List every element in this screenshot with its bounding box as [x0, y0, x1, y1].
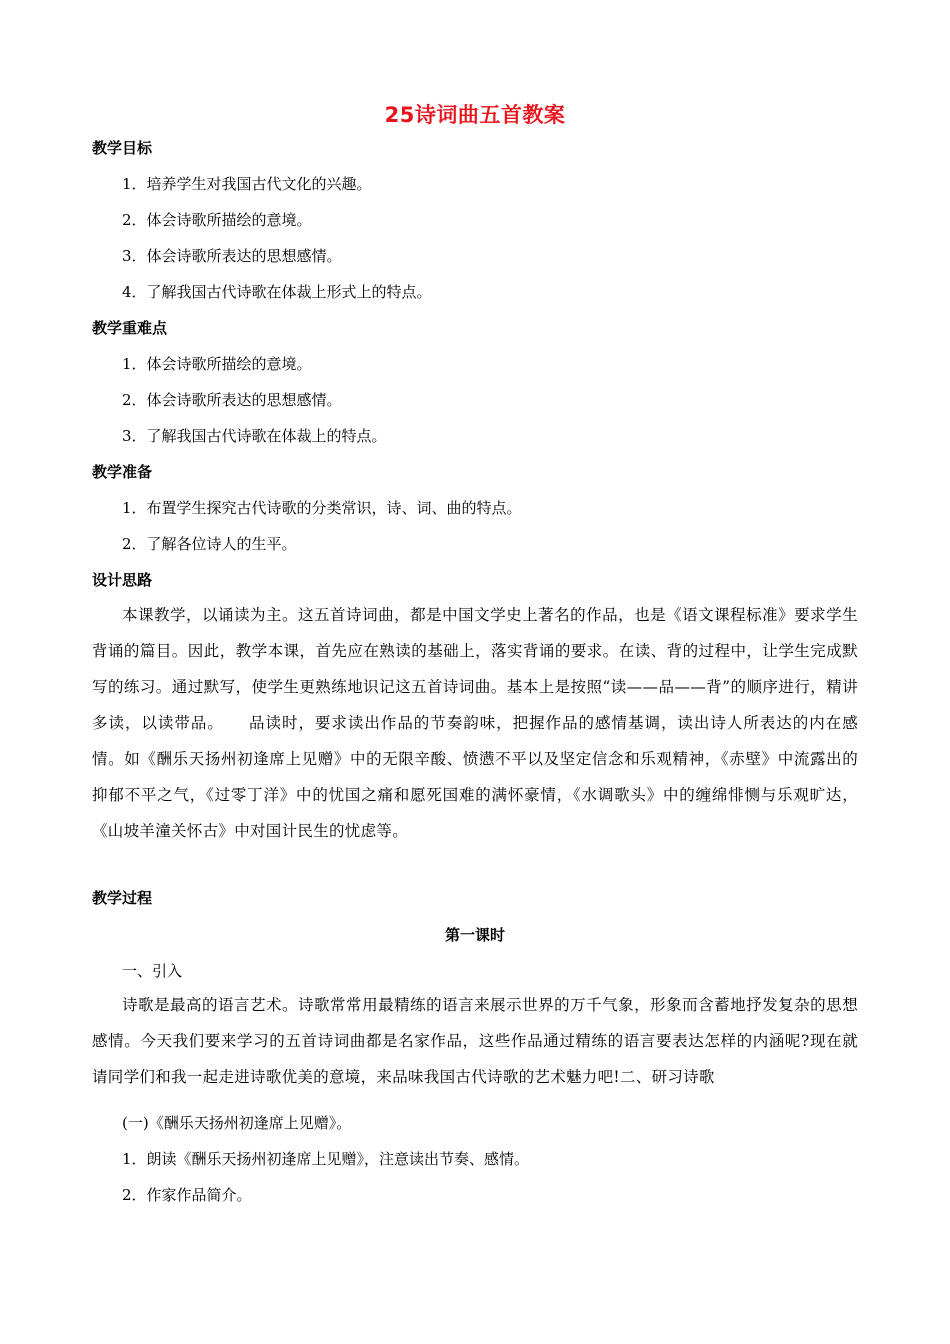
section-heading-design: 设计思路 [92, 571, 153, 589]
preparation-item: 2．了解各位诗人的生平。 [122, 535, 297, 553]
goal-item: 4．了解我国古代诗歌在体裁上形式上的特点。 [122, 283, 432, 301]
goal-item: 2．体会诗歌所描绘的意境。 [122, 211, 312, 229]
key-point-item: 2．体会诗歌所表达的思想感情。 [122, 391, 342, 409]
process-step: 1．朗读《酬乐天扬州初逢席上见赠》，注意读出节奏、感情。 [122, 1150, 530, 1168]
intro-paragraph: 诗歌是最高的语言艺术。诗歌常常用最精练的语言来展示世界的万千气象，形象而含蓄地抒发复杂的思想感情。今天我们要来学习的五首诗词曲都是名家作品，这些作品通过精练的语言要表达怎样的内涵呢?现在就请同学们和我一起走进诗歌优美的意境，来品味我国古代诗歌的艺术魅力吧!二、研习诗歌 [92, 996, 858, 1086]
section-heading-goals: 教学目标 [92, 139, 153, 157]
section-heading-process: 教学过程 [92, 889, 153, 907]
process-step: 2．作家作品简介。 [122, 1186, 252, 1204]
goal-item: 3．体会诗歌所表达的思想感情。 [122, 247, 342, 265]
key-point-item: 3．了解我国古代诗歌在体裁上的特点。 [122, 427, 387, 445]
lesson-title: 第一课时 [444, 926, 505, 944]
key-point-item: 1．体会诗歌所描绘的意境。 [122, 355, 312, 373]
section-heading-key-points: 教学重难点 [92, 319, 168, 337]
document-title: 25诗词曲五首教案 [384, 103, 566, 127]
section-heading-preparation: 教学准备 [92, 463, 153, 481]
goal-item: 1．培养学生对我国古代文化的兴趣。 [122, 175, 372, 193]
preparation-item: 1．布置学生探究古代诗歌的分类常识，诗、词、曲的特点。 [122, 499, 522, 517]
design-paragraph: 本课教学，以诵读为主。这五首诗词曲，都是中国文学史上著名的作品，也是《语文课程标准》要求学生背诵的篇目。因此，教学本课，首先应在熟读的基础上，落实背诵的要求。在读、背的过程中，让学生完成默写的练习。通过默写，使学生更熟练地识记这五首诗词曲。基本上是按照“读——品——背”的顺序进行，精讲多读，以读带品。 品读时，要求读出作品的节奏韵味，把握作品的感情基调，读出诗人所表达的内在感情。如《酬乐天扬州初逢席上见赠》中的无限辛酸、愤懑不平以及坚定信念和乐观精神，《赤壁》中流露出的抑郁不平之气，《过零丁洋》中的忧国之痛和愿死国难的满怀豪情，《水调歌头》中的缠绵悱恻与乐观旷达，《山坡羊潼关怀古》中对国计民生的忧虑等。 [92, 606, 858, 840]
poem-label: (一)《酬乐天扬州初逢席上见赠》。 [122, 1114, 352, 1132]
intro-label: 一、引入 [122, 962, 183, 980]
